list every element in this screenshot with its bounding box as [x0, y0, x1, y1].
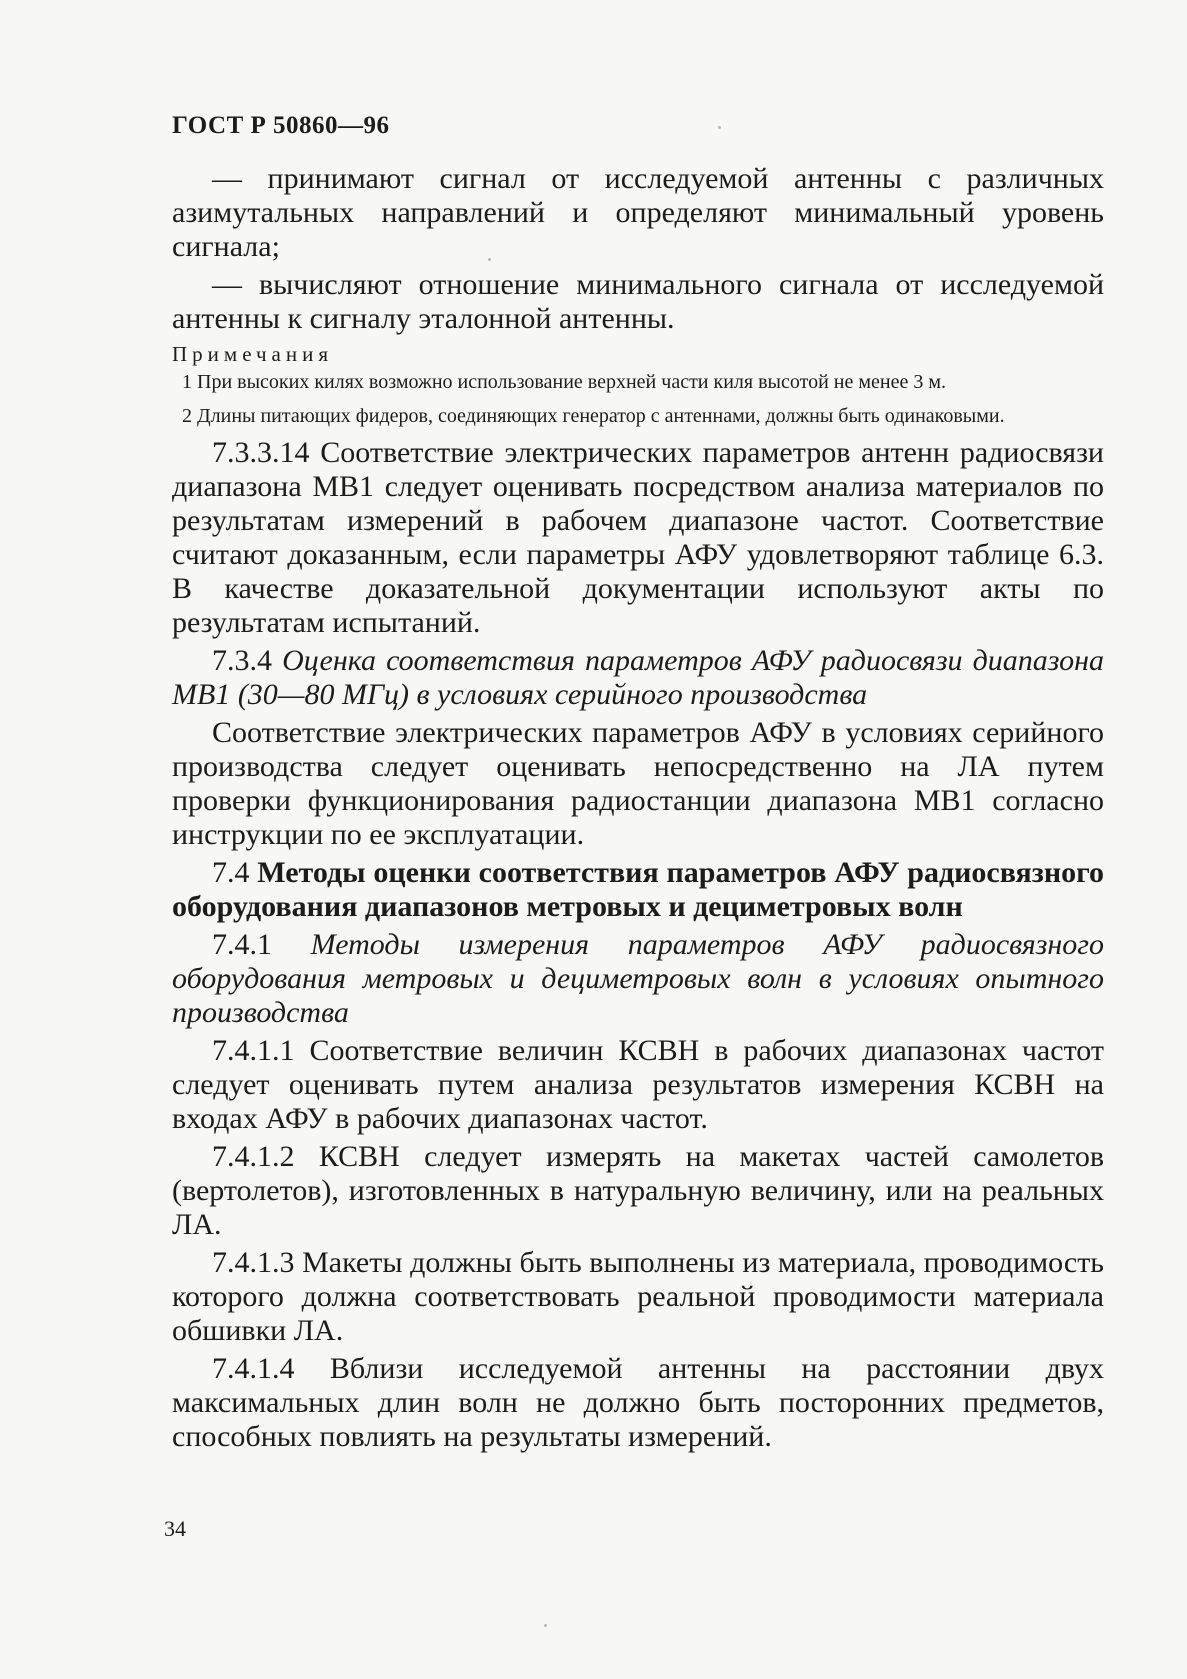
scan-speck — [488, 258, 491, 261]
section-7-3-4-heading — [172, 644, 1104, 712]
note-2: 2 Длины питающих фидеров, соединяющих генератор с антеннами, должны быть одинаковыми. — [182, 405, 1005, 427]
paragraph-7-3-4: Соответствие электрических параметров АФУ в условиях серийного производства следует оценивать непосредственно на ЛА путем проверки функционирования радиостанции диапазона МВ1 согласно инструкции по ее эксплуатации. — [172, 716, 1104, 851]
page-content — [172, 112, 1104, 1458]
page-number: 34 — [164, 1516, 186, 1541]
note-1: 1 При высоких килях возможно использование верхней части киля высотой не менее 3 м. — [182, 371, 947, 393]
paragraph-7-4-1-1: 7.4.1.1 Соответствие величин КСВН в рабочих диапазонах частот следует оценивать путем анализа результатов измерения КСВН на входах АФУ в рабочих диапазонах частот. — [172, 1034, 1104, 1135]
section-7-4-heading — [172, 856, 1104, 924]
scan-speck — [718, 126, 721, 129]
section-7-3-4-number: 7.3.4 — [212, 644, 272, 677]
paragraph-receive-signal: — принимают сигнал от исследуемой антенны с различных азимутальных направлений и определяют минимальный уровень сигнала; — [172, 162, 1104, 263]
paragraph-7-3-3-14: 7.3.3.14 Соответствие электрических параметров антенн радиосвязи диапазона МВ1 следует оценивать посредством анализа материалов по результатам измерений в рабочем диапазоне частот. Соответствие считают доказанным, если параметры АФУ удовлетворяют таблице 6.3. В качестве доказательной документации используют акты по результатам испытаний. — [172, 436, 1104, 639]
paragraph-7-4-1-2: 7.4.1.2 КСВН следует измерять на макетах частей самолетов (вертолетов), изготовленных в натуральную величину, или на реальных ЛА. — [172, 1140, 1104, 1241]
section-7-4-1-title: Методы измерения параметров АФУ радиосвязного оборудования метровых и дециметровых волн в условиях опытного производства — [172, 928, 1104, 1029]
paragraph-7-4-1-3: 7.4.1.3 Макеты должны быть выполнены из материала, проводимость которого должна соответствовать реальной проводимости материала обшивки ЛА. — [172, 1246, 1104, 1347]
notes-title: Примечания — [172, 342, 334, 366]
paragraph-compute-ratio: — вычисляют отношение минимального сигнала от исследуемой антенны к сигналу эталонной антенны. — [172, 268, 1104, 335]
scan-speck — [544, 1624, 547, 1627]
section-7-4-title: Методы оценки соответствия параметров АФУ радиосвязного оборудования диапазонов метровых и дециметровых волн — [172, 856, 1105, 923]
paragraph-7-4-1-4: 7.4.1.4 Вблизи исследуемой антенны на расстоянии двух максимальных длин волн не должно быть посторонних предметов, способных повлиять на результаты измерений. — [172, 1352, 1104, 1453]
section-7-4-1-number: 7.4.1 — [212, 928, 272, 961]
section-7-3-4-title: Оценка соответствия параметров АФУ радиосвязи диапазона МВ1 (30—80 МГц) в условиях серийного производства — [172, 644, 1105, 711]
section-7-4-1-heading — [172, 928, 1104, 1030]
standard-header: ГОСТ Р 50860—96 — [172, 112, 390, 139]
section-7-4-number: 7.4 — [212, 856, 250, 889]
